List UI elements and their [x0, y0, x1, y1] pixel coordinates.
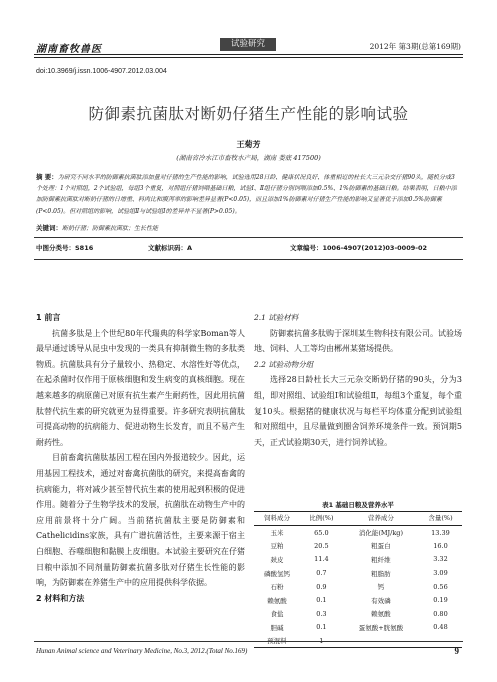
journal-name: 湖南畜牧兽医: [36, 44, 102, 55]
abstract-label: 摘 要：: [36, 173, 58, 181]
table-cell: 0.56: [433, 582, 448, 591]
table-cell: 0.1: [316, 596, 327, 605]
paragraph: 抗菌多肽是上个世纪80年代瑞典的科学家Boman等人最早通过诱导从昆虫中发现的一类具有抑制微生物的多肽类物质。抗菌肽具有分子量较小、热稳定、水溶性好等优点，在起杀菌时仅作用于原核细胞和发生病变的真核细胞。现在越来越多的病原菌已对原有抗生素产生耐药性，因此用抗菌肽替代抗生素的研究就更为显得重要。许多研究表明抗菌肽可提高动物的抗病能力、促进动物生长发育，而且不易产生耐药性。: [36, 328, 245, 447]
table-cell: 16.0: [433, 541, 448, 550]
table-cell: 石粉: [270, 583, 284, 592]
table-cell: 玉米: [270, 529, 284, 538]
table-header-cell: 营养成分: [343, 512, 419, 526]
table-row: [254, 566, 462, 580]
paragraph: 目前畜禽抗菌肽基因工程在国内外报道较少。因此，运用基因工程技术，通过对畜禽抗菌肽的研究，来提高畜禽的抗病能力，将对减少甚至替代抗生素的使用起到积极的促进作用。随着分子生物学技术的发展，抗菌肽在动物生产中的应用前景将十分广阔。当前猪抗菌肽主要是防御素和Cathelicidins家族，具有广谱抗菌活性，主要来源于宿主白细胞、吞噬细胞和黏膜上皮细胞。本试验主要研究在仔猪日粮中添加不同剂量防御素抗菌多肽对仔猪生长性能的影响，为防御素在养猪生产中的应用提供科学依据。: [36, 453, 245, 588]
table-cell: 0.1: [316, 623, 327, 632]
abstract-text: 为研究不同水平的防御素抗菌肽添加量对仔猪的生产性能的影响，试验选用28日龄、健康状况良好、体重相近的杜长大三元杂交仔猪90头，随机分成3个处理：1个对照组，2个试验组，每组3个重复，对照组仔猪饲喂基础日粮，试验Ⅰ、Ⅱ组仔猪分别饲喂添加0.5%、1%防御素的基础日粮。结果表明，日粮中添加防御素抗菌肽对断奶仔猪的日增重、料肉比和腹泻率的影响差异显著(P<0.05)，而且添加1%防御素对仔猪生产性能的影响又显著优于添加0.5%防御素(P<0.05)。但对照组的影响，试验组Ⅱ与试验组Ⅰ的差异并不显著(P>0.05)。: [36, 174, 457, 215]
table-cell: 0.19: [433, 596, 448, 605]
table-row: [254, 580, 462, 594]
paragraph: 选择28日龄杜长大三元杂交断奶仔猪的90头，分为3组，即对照组、试验组Ⅰ和试验组Ⅱ，每组3个重复，每个重复10头。根据猪的健康状况与每栏平均体重分配到试验组和对照组中，且尽量做到圈舍饲养环境条件一致。预饲期5天，正式试验期30天，进行饲养试验。: [254, 375, 462, 447]
keywords-label: 关键词：: [36, 224, 62, 232]
table-row: [254, 621, 462, 635]
table-cell: 消化能(MJ/kg): [358, 529, 403, 538]
table-row: [254, 553, 462, 567]
table-cell: 钙: [377, 583, 385, 592]
abstract: [36, 172, 459, 217]
table-cell: 13.39: [431, 528, 450, 537]
table-caption: 表1 基础日粮及营养水平: [322, 501, 394, 509]
table-cell: 有效磷: [371, 596, 391, 605]
table-cell: 磷酸氢钙: [263, 569, 290, 578]
footer-journal: Hunan Animal science and Veterinary Medicine, No.3, 2012.(Total No.169): [36, 647, 248, 655]
article-title: 防御素抗菌肽对断奶仔猪生产性能的影响试验: [88, 105, 409, 123]
table-cell: 20.5: [314, 541, 329, 550]
section-heading-intro: 1 前言: [36, 313, 61, 322]
table-cell: 赖氨酸: [267, 596, 287, 605]
author-affiliation: (湖南省冷水江市畜牧水产局，湖南 娄底 417500): [176, 154, 321, 162]
table-cell: 食盐: [270, 610, 284, 619]
table-header-cell: 比例(%): [300, 512, 343, 526]
right-column: [254, 310, 462, 450]
clc-number: 中图分类号：S816: [36, 244, 94, 252]
table-cell: 粗脂肪: [371, 569, 391, 578]
table-cell: 11.4: [314, 555, 329, 564]
subsection-heading: 2.2 试验动物分组: [254, 359, 314, 369]
doi[interactable]: doi:10.3969/j.issn.1006-4907.2012.03.004: [36, 68, 167, 75]
table-cell: 胆碱: [270, 623, 284, 632]
table-cell: 3.09: [433, 569, 448, 578]
table-cell: 粗纤维: [371, 555, 391, 564]
table-header-row: [254, 512, 462, 526]
article-number: 文章编号：1006-4907(2012)03-0009-02: [290, 244, 427, 252]
author-name: 王菊芳: [236, 139, 261, 149]
section-heading-methods: 2 材料和方法: [36, 593, 85, 603]
section-badge: 试验研究: [220, 38, 276, 51]
subsection-heading: 2.1 试验材料: [254, 313, 299, 322]
table-cell: 麸皮: [270, 555, 284, 564]
table-cell: 1: [300, 634, 343, 648]
table-cell: 0.7: [316, 569, 327, 578]
table-row: [254, 607, 462, 621]
table-cell: 粗蛋白: [371, 542, 391, 551]
table-cell: 0.3: [316, 609, 327, 618]
table-row: [254, 593, 462, 607]
table-cell: 豆粕: [270, 542, 284, 551]
divider: [34, 259, 463, 260]
keywords: [36, 223, 459, 232]
table-header-cell: 饲料成分: [254, 512, 300, 526]
table-header-cell: 含量(%): [419, 512, 462, 526]
table-cell: 赖氨酸: [371, 610, 391, 619]
table-cell: 0.9: [316, 582, 327, 591]
table-row: [254, 526, 462, 540]
table-cell: 蛋氨酸+胱氨酸: [358, 623, 404, 632]
table-cell: 65.0: [314, 528, 329, 537]
table-row: [254, 539, 462, 553]
issue-info: 2012年 第3期(总第169期): [369, 42, 461, 51]
diet-table: [254, 511, 462, 648]
table-cell: 预混料: [254, 634, 300, 648]
keywords-text: 断奶仔猪；防御素抗菌肽；生长性能: [62, 225, 159, 232]
header-rule: [34, 54, 463, 55]
table-cell: 3.32: [433, 555, 448, 564]
divider: [34, 237, 463, 238]
left-column: [36, 310, 245, 606]
header-rule-thin: [34, 57, 463, 58]
paragraph: 防御素抗菌多肽购于深圳某生物科技有限公司。试验场地、饲料、人工等均由郴州某猪场提供。: [254, 328, 462, 354]
footer-rule: [34, 641, 463, 642]
table-cell: 0.48: [433, 623, 448, 632]
page-number: 9: [454, 646, 459, 656]
document-code: 文献标识码：A: [148, 244, 193, 252]
table-cell: 0.80: [433, 609, 448, 618]
